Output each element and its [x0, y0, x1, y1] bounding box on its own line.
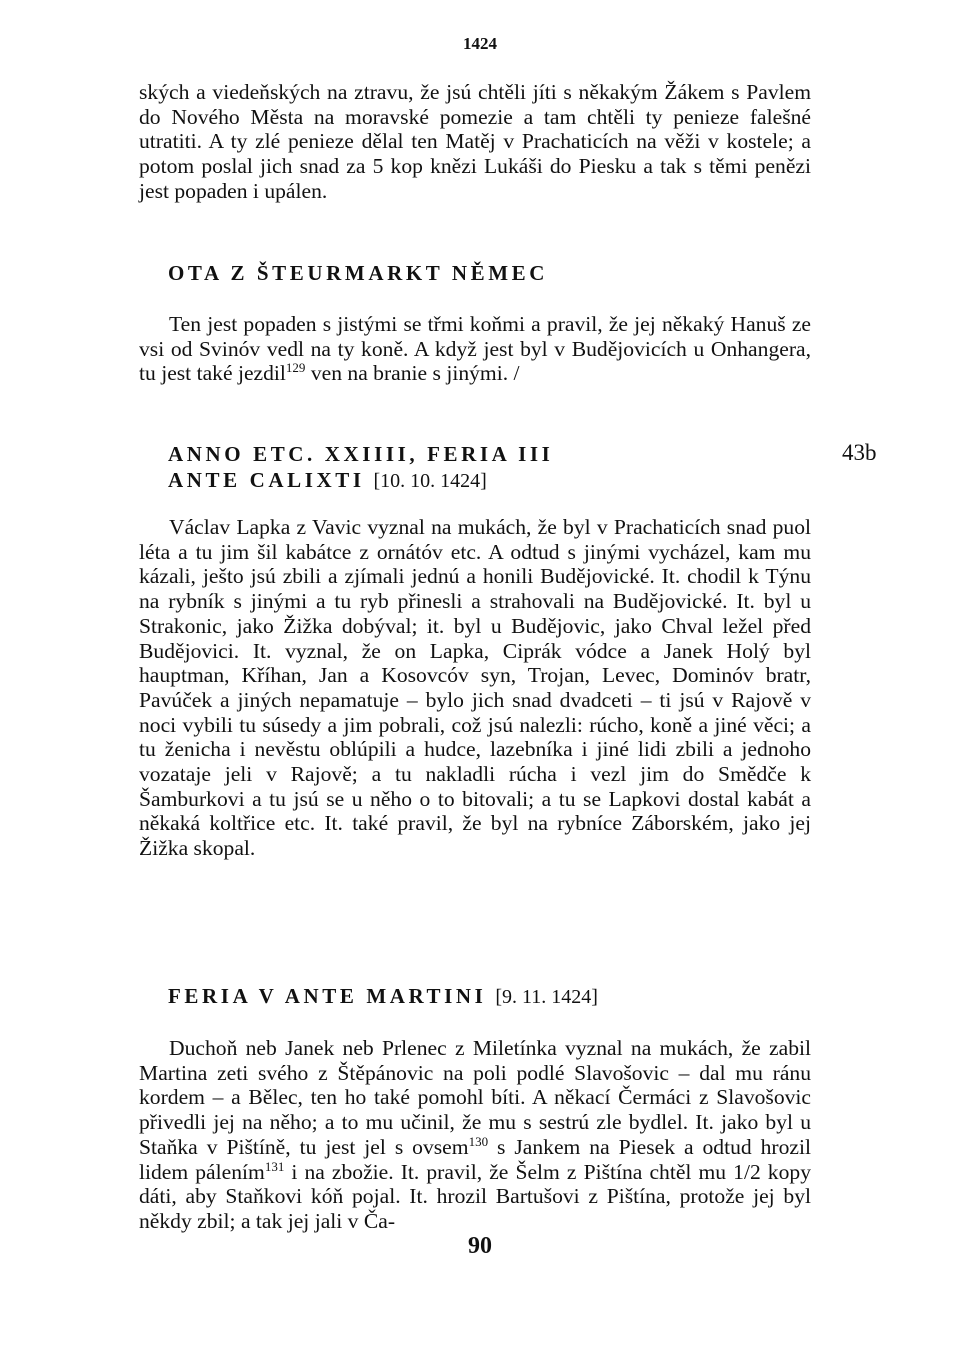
- paragraph-text: [139, 1036, 811, 1234]
- footnote-ref-129: 129: [285, 360, 306, 376]
- heading-date: [10. 10. 1424]: [373, 470, 487, 492]
- paragraph-ota: [139, 312, 811, 386]
- paragraph-text: Václav Lapka z Vavic vyznal na mukách, že byl v Prachaticích snad puol léta a tu jim šil kabátce z ornátóv etc. A odtud s jinými vycházel, kam mu kázali, ješto jsú zbili a zjímali jednú a honili Budějovické. It. chodil k Týnu na rybník s jinými a tu ryb přinesli a strahovali na Budějovické. It. byl u Strakonic, jako Žižka dobýval; it. byl u Budějovic, jako Chval ležel před Budějovici. It. vyznal, že on Lapka, Ciprák vódce a Janek Holý byl hauptman, Kříhan, Jan a Kosovcóv syn, Trojan, Levec, Dominóv bratr, Pavúček a jiných nepamatuje – bylo jich snad dvadceti – ti jsú v Rajově v noci vybili tu súsedy a jim pobrali, což jsú nalezli: rúcho, koně a jiné věci; a tu ženicha i nevěstu oblúpili a hudce, lazebníka i jiné lidi zbili a jednoho vozataje jeli v Rajově; a tu nakladli rúcha i vezl jim do Smědče k Šamburkovi a tu jsú se u něho o to bitovali; a tu se Lapkovi dostal kabát a někaká koltřice etc. It. také pravil, že byl na rybníce Záborském, jako jej Žižka skopal.: [139, 515, 811, 861]
- paragraph-duchon: [139, 1036, 811, 1234]
- text-run: ven na branie s jinými. /: [305, 361, 520, 386]
- heading-date: [9. 11. 1424]: [495, 986, 598, 1008]
- text-run: Ten jest popaden s jistými se třmi koňmi a pravil, že jej někaký Hanuš ze vsi od Svinóv vedl na ty koně. A když jest byl v Budějovicích u Onhangera, tu jest také jezdil: [139, 312, 811, 386]
- section-heading-feria-v: [168, 983, 598, 1010]
- paragraph-lapka: [139, 515, 811, 861]
- footnote-ref-131: 131: [264, 1158, 285, 1174]
- section-heading-ota: OTA Z ŠTEURMARKT NĚMEC: [168, 261, 549, 285]
- paragraph-text: ských a viedeňských na ztravu, že jsú chtěli jíti s někakým Žákem s Pavlem do Nového Města na moravské pomezie a tam chtěli ty penieze falešné utratiti. A ty zlé penieze dělal ten Matěj v Prachaticích na věži v kostele; a potom poslal jich snad za 5 kop knězi Lukáši do Piesku a tak s těmi penězi jest popaden i upálen.: [139, 80, 811, 203]
- section-heading-anno: [168, 441, 553, 494]
- paragraph-counterfeit-coins: [139, 80, 811, 204]
- footnote-ref-130: 130: [468, 1133, 489, 1149]
- text-run: Duchoň neb Janek neb Prlenec z Miletínka vyznal na mukách, že zabil Martina zeti svého z Štěpánovic na poli podlé Slavošovic – dal mu ránu kordem – a Bělec, ten ho také pomohl bíti. A někací Čermáci z Slavošovic přivedli jej na něho; a to mu učinil, že mu s sestrú zle bydlel. It. jako byl u Staňka v Pištíně, tu jest jel s ovsem: [139, 1036, 811, 1159]
- page-number: 90: [468, 1233, 492, 1259]
- heading-text: FERIA V ANTE MARTINI: [168, 984, 487, 1008]
- page-header-year: 1424: [463, 34, 497, 53]
- heading-text: ANTE CALIXTI: [168, 468, 365, 492]
- heading-line-1: ANNO ETC. XXIIII, FERIA III: [168, 442, 554, 466]
- paragraph-text: [139, 312, 811, 386]
- margin-folio-number: 43b: [842, 440, 877, 465]
- heading-line-2: [168, 467, 553, 494]
- text-run: s Jankem na Piesek a odtud hrozil lidem pálením: [139, 1134, 811, 1184]
- text-run: i na zbožie. It. pravil, že Šelm z Pištína chtěl mu 1/2 kopy dáti, aby Staňkovi kóň pojal. It. hrozil Bartušovi z Pištína, protože jej byl někdy zbil; a tak jej jali v Ča-: [139, 1159, 811, 1233]
